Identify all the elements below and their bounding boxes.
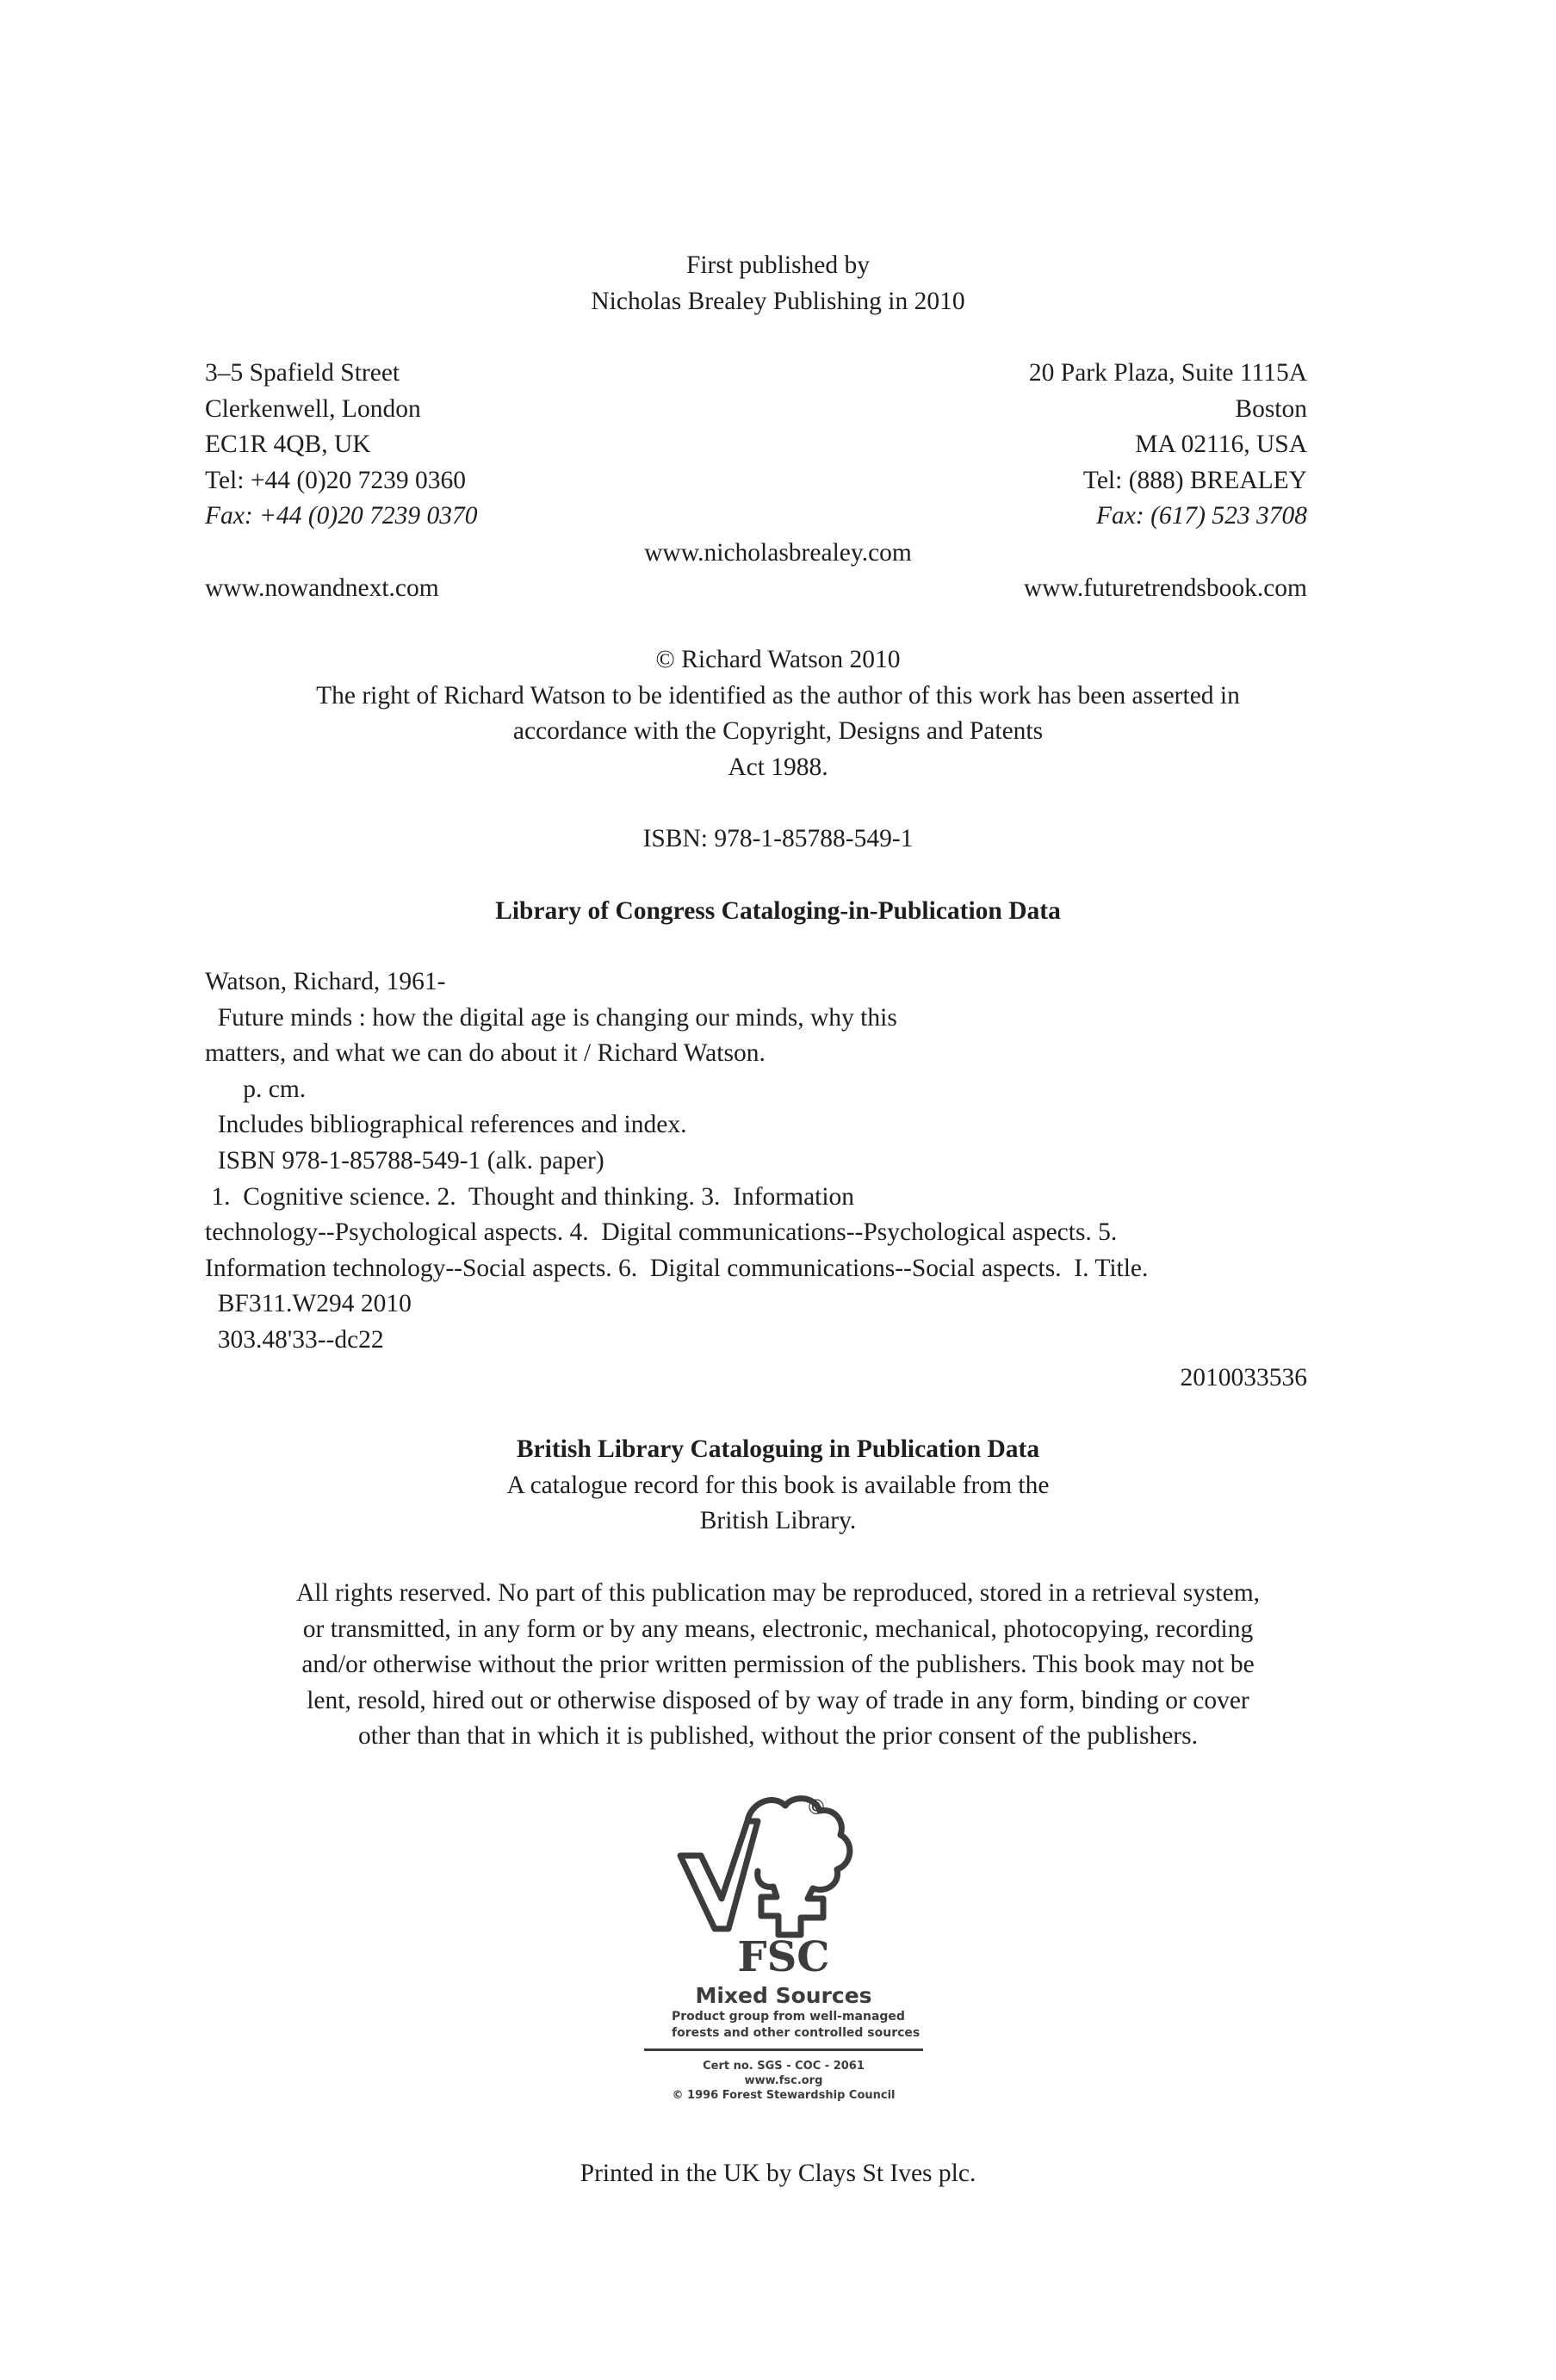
loc-cip-record xyxy=(205,964,1148,1359)
fsc-mixed-sources: Mixed Sources xyxy=(695,1983,872,2008)
fsc-logo xyxy=(672,1787,921,2114)
bl-line-1: A catalogue record for this book is available from the xyxy=(506,1471,1050,1499)
uk-street: 3–5 Spafield Street xyxy=(205,359,400,387)
loc-cip-line: Includes bibliographical references and index. xyxy=(205,1111,687,1139)
isbn: ISBN: 978-1-85788-549-1 xyxy=(642,825,914,852)
us-website: www.futuretrendsbook.com xyxy=(1023,573,1307,602)
bl-heading: British Library Cataloguing in Publication Data xyxy=(516,1435,1040,1463)
rights-reserved-line: All rights reserved. No part of this publication may be reproduced, stored in a retrieval system, xyxy=(295,1579,1261,1607)
loc-control-number: 2010033536 xyxy=(1180,1364,1307,1391)
loc-cip-line: 303.48'33--dc22 xyxy=(205,1325,384,1354)
fsc-tree-check-icon xyxy=(672,1787,896,1942)
fsc-desc-line-1: Product group from well-managed xyxy=(672,2010,905,2024)
rights-reserved-line: and/or otherwise without the prior written permission of the publishers. This book may not be xyxy=(301,1651,1255,1679)
copyright-line: © Richard Watson 2010 xyxy=(655,646,901,673)
loc-cip-line: Watson, Richard, 1961- xyxy=(205,968,446,995)
publisher-year-line: Nicholas Brealey Publishing in 2010 xyxy=(591,287,965,315)
fsc-wordmark: FSC xyxy=(737,1933,830,1981)
us-street: 20 Park Plaza, Suite 1115A xyxy=(1028,359,1307,387)
uk-fax: Fax: +44 (0)20 7239 0370 xyxy=(205,502,478,530)
fsc-council: © 1996 Forest Stewardship Council xyxy=(672,2089,896,2102)
publication-header xyxy=(0,248,1556,319)
loc-cip-line: Information technology--Social aspects. 6. Digital communications--Social aspects. I. Title. xyxy=(205,1254,1149,1282)
fsc-description xyxy=(672,2009,921,2042)
uk-website: www.nowandnext.com xyxy=(205,573,439,602)
us-city: Boston xyxy=(1235,394,1307,423)
rights-reserved-line: or transmitted, in any form or by any means, electronic, mechanical, photocopying, recording xyxy=(302,1615,1254,1643)
fsc-desc-line-2: forests and other controlled sources xyxy=(672,2026,921,2040)
fsc-divider xyxy=(644,2048,923,2051)
british-library-block xyxy=(0,1432,1556,1540)
rights-reserved-block xyxy=(0,1576,1556,1755)
moral-rights-line-2: accordance with the Copyright, Designs and Patents xyxy=(512,717,1044,746)
moral-rights-line-3: Act 1988. xyxy=(728,753,828,781)
us-tel: Tel: (888) BREALEY xyxy=(1082,466,1307,494)
bl-line-2: British Library. xyxy=(699,1507,857,1535)
fsc-website: www.fsc.org xyxy=(744,2074,823,2087)
copyright-block xyxy=(0,642,1556,785)
loc-cip-line: 1. Cognitive science. 2. Thought and thinking. 3. Information xyxy=(205,1182,855,1211)
uk-postcode: EC1R 4QB, UK xyxy=(205,431,371,459)
first-published-line: First published by xyxy=(685,251,871,279)
publisher-website: www.nicholasbrealey.com xyxy=(644,539,912,567)
fsc-registered-mark: © xyxy=(806,1795,827,1819)
loc-cip-line: matters, and what we can do about it / Richard Watson. xyxy=(205,1039,766,1068)
fsc-cert-block xyxy=(672,2059,896,2103)
loc-cip-line: Future minds : how the digital age is changing our minds, why this xyxy=(205,1003,897,1032)
fsc-cert-number: Cert no. SGS - COC - 2061 xyxy=(703,2060,865,2073)
loc-cip-line: p. cm. xyxy=(205,1075,307,1103)
rights-reserved-line: lent, resold, hired out or otherwise disposed of by way of trade in any form, binding or cover xyxy=(307,1686,1249,1714)
loc-cip-line: technology--Psychological aspects. 4. Digital communications--Psychological aspects. 5. xyxy=(205,1218,1118,1247)
moral-rights-line-1: The right of Richard Watson to be identified as the author of this work has been asserted in xyxy=(316,681,1240,710)
uk-area: Clerkenwell, London xyxy=(205,394,421,423)
loc-cip-line: ISBN 978-1-85788-549-1 (alk. paper) xyxy=(205,1146,604,1175)
loc-cip-line: BF311.W294 2010 xyxy=(205,1290,412,1318)
uk-tel: Tel: +44 (0)20 7239 0360 xyxy=(205,466,466,494)
us-postcode: MA 02116, USA xyxy=(1135,431,1307,459)
printer-line: Printed in the UK by Clays St Ives plc. xyxy=(580,2160,976,2187)
us-fax: Fax: (617) 523 3708 xyxy=(1096,502,1307,530)
loc-heading: Library of Congress Cataloging-in-Publication Data xyxy=(495,897,1061,925)
rights-reserved-line: other than that in which it is published, without the prior consent of the publishers. xyxy=(358,1722,1198,1751)
